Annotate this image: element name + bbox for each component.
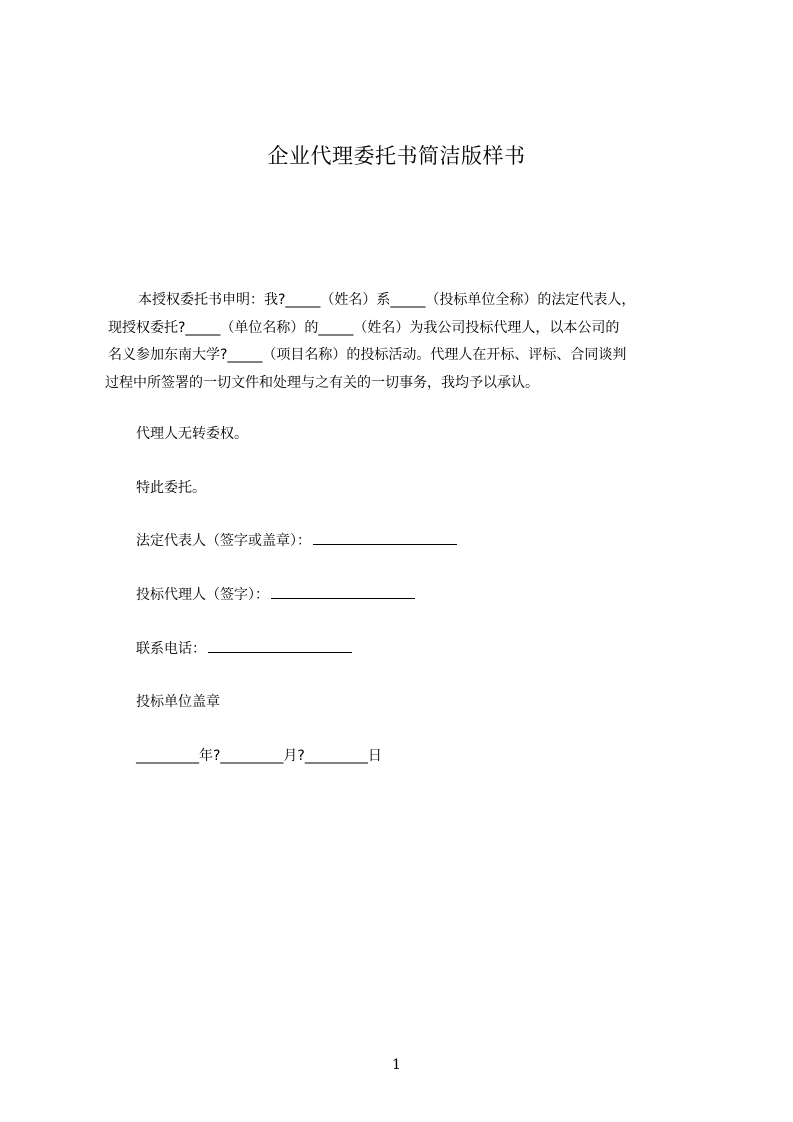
phone-field bbox=[136, 638, 352, 660]
phone-label: 联系电话： bbox=[136, 641, 206, 657]
seal-label: 投标单位盖章 bbox=[136, 694, 220, 710]
paragraph-line-2: 现授权委托?_____（单位名称）的_____（姓名）为我公司投标代理人，以本公司的 bbox=[108, 320, 620, 336]
paragraph-line-3: 名义参加东南大学?_____（项目名称）的投标活动。代理人在开标、评标、合同谈判 bbox=[108, 347, 627, 363]
document-title: 企业代理委托书简洁版样书 bbox=[267, 144, 526, 168]
page-number: 1 bbox=[392, 1057, 401, 1073]
legal-rep-signature-field bbox=[136, 530, 457, 552]
agent-signature-line bbox=[271, 584, 415, 599]
no-delegation-text: 代理人无转委权。 bbox=[136, 426, 248, 442]
paragraph-line-1: 本授权委托书申明：我?_____（姓名）系_____（投标单位全称）的法定代表人， bbox=[138, 292, 636, 308]
date-line: _________年?_________月?_________日 bbox=[136, 748, 382, 764]
agent-label: 投标代理人（签字）： bbox=[136, 587, 269, 603]
phone-line bbox=[208, 638, 352, 653]
legal-rep-label: 法定代表人（签字或盖章）： bbox=[136, 533, 311, 549]
agent-signature-field bbox=[136, 584, 415, 606]
legal-rep-signature-line bbox=[313, 530, 457, 545]
paragraph-line-4: 过程中所签署的一切文件和处理与之有关的一切事务，我均予以承认。 bbox=[105, 375, 539, 391]
hereby-text: 特此委托。 bbox=[136, 480, 206, 496]
